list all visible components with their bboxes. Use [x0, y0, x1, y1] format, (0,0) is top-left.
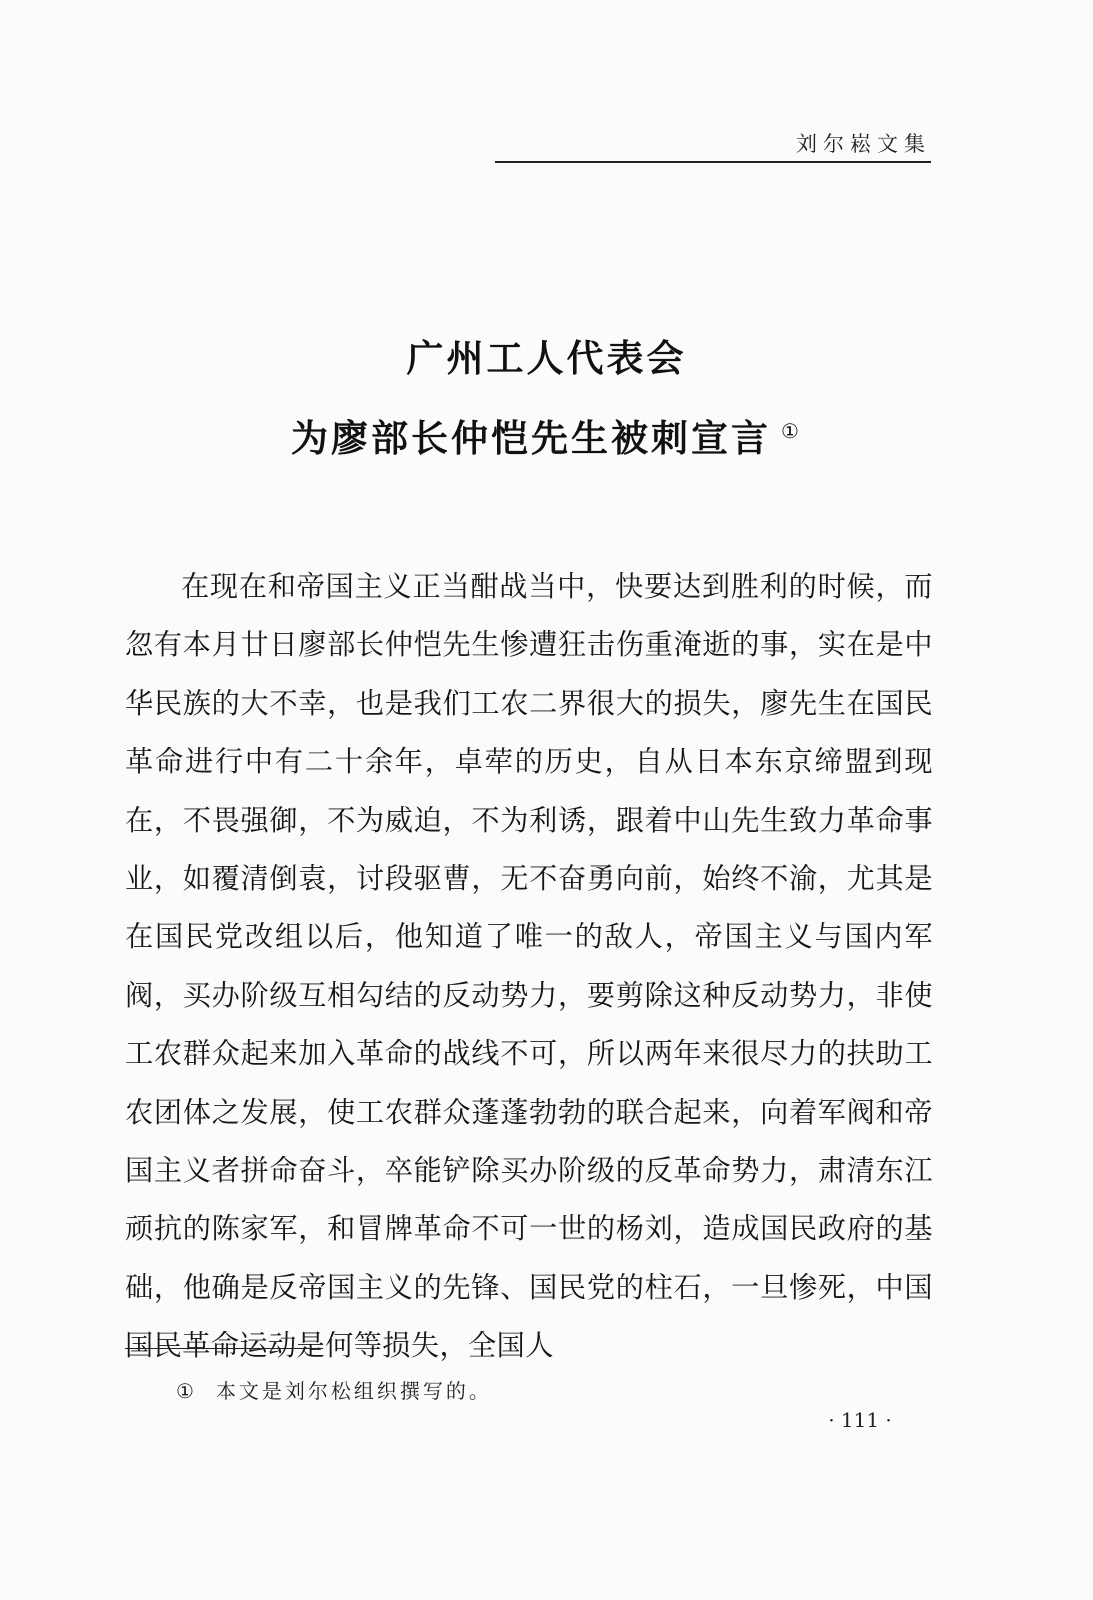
article-title-line-1 [0, 328, 1093, 382]
footnote [176, 1375, 492, 1404]
article-title-text-2: 为廖部长仲恺先生被刺宣言 [291, 417, 772, 460]
running-header: 刘尔崧文集 [796, 132, 931, 156]
footnote-rule [125, 1348, 323, 1349]
footnote-marker: ① [176, 1379, 194, 1403]
article-title-line-2 [0, 408, 1093, 462]
article-title-text-1: 广州工人代表会 [406, 337, 687, 380]
body-paragraph: 在现在和帝国主义正当酣战当中，快要达到胜利的时候，而忽有本月廿日廖部长仲恺先生惨遭狂击伤重淹逝的事，实在是中华民族的大不幸，也是我们工农二界很大的损失，廖先生在国民革命进行中有二十余年，卓荦的历史，自从日本东京缔盟到现在，不畏强御，不为威迫，不为利诱，跟着中山先生致力革命事业，如覆清倒袁，讨段驱曹，无不奋勇向前，始终不渝，尤其是在国民党改组以后，他知道了唯一的敌人，帝国主义与国内军阀，买办阶级互相勾结的反动势力，要剪除这种反动势力，非使工农群众起来加入革命的战线不可，所以两年来很尽力的扶助工农团体之发展，使工农群众蓬蓬勃勃的联合起来，向着军阀和帝国主义者拼命奋斗，卒能铲除买办阶级的反革命势力，肃清东江顽抗的陈家军，和冒牌革命不可一世的杨刘，造成国民政府的基础，他确是反帝国主义的先锋、国民党的柱石，一旦惨死，中国国民革命运动是何等损失，全国人 [125, 570, 933, 1363]
page-number: · 111 · [828, 1408, 892, 1432]
footnote-reference-marker: ① [781, 418, 802, 443]
header-rule [495, 161, 931, 163]
footnote-text: 本文是刘尔松组织撰写的。 [215, 1379, 492, 1403]
